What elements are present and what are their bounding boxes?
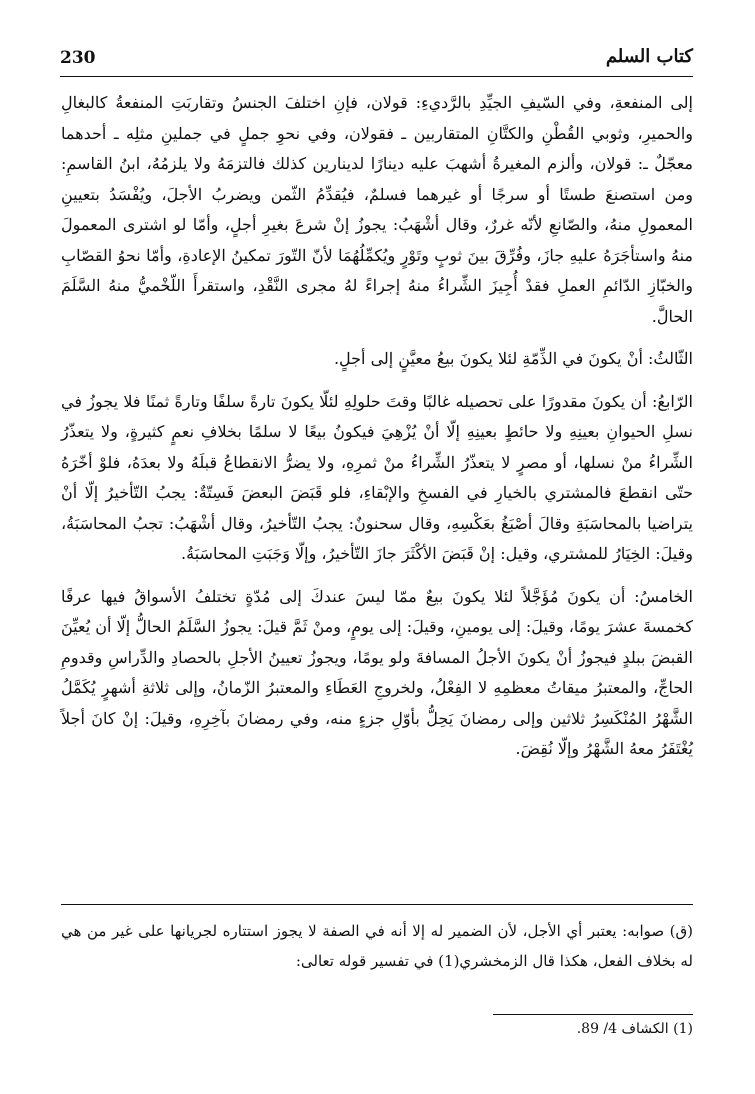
paragraph-fifth-condition: الخامسُ: أن يكونَ مُؤَجَّلاً لئلا يكونَ بيعٌ ممّا ليسَ عندكَ إلى مُدّةٍ تختلفُ الأسواقُ فيها عرفًا كخمسةَ عشرَ يومًا، وقيلَ: إلى يومينِ، وقيلَ: إلى يومٍ، ومنْ ثَمَّ قيلَ: يجوزُ السَّلَمُ الحالُّ إلّا أن يُعيِّنَ القبضَ ببلدٍ فيجوزُ أنْ يكونَ الأجلُ المسافةَ ولو يومًا، ويجوزُ تعيينُ الأجلِ بالحصادِ والدِّراسِ وقدومِ الحاجِّ، والمعتبرُ ميقاتُ معظمِهِ لا الفِعْلُ، ولخروجِ العَطَاءِ والمعتبرُ الزّمانُ، وإلى ثلاثةِ أشهرٍ يُكَمَّلُ الشَّهْرُ المُنْكَسِرُ ثلاثين وإلى رمضانَ يَحِلُّ بأوّلِ جزءٍ منه، وفي رمضانَ بآخِرِهِ، وقيلَ: إنْ كانَ أجلاً يُغْتَفَرُ معهُ الشَّهْرُ وإلّا نُقِضَ. xyxy=(61,586,693,758)
editor-note: (ق) صوابه: يعتبر أي الأجل، لأن الضمير له إلا أنه في الصفة لا يجوز استتاره لجريانها على غير من هي له بخلاف الفعل، هكذا قال الزمخشري(1) في تفسير قوله تعالى: xyxy=(61,922,693,970)
paragraph-continuation: إلى المنفعةِ، وفي السّيفِ الجيِّدِ بالرَّديءِ: قولان، فإنِ اختلفَ الجنسُ وتقاربَتِ المنفعةُ كالبغالِ والحميرِ، وثوبي القُطْنِ والكتَّانِ المتقاربين ـ فقولان، وفي نحوِ جملٍ في جملينِ مثلِه ـ أحدهما معجّلٌ ـ: قولان، وألزم المغيرةُ أشهبَ عليه دينارًا لدينارين كذلك فالتزمَهُ ولا يلزمُهُ، ابنُ القاسمِ: ومن استصنعَ طستًا أو سرجًا أو غيرهما فسلمٌ، فيُقدِّمُ الثّمن ويضربُ الأجلَ، ويُفْسَدُ بتعيينِ المعمولِ منهُ، والصّانعِ لأنّه غررٌ، وقال أشْهَبُ: يجوزُ إنْ شرعَ بغيرِ أجلٍ، وأمّا لو اشترى المعمولَ منهُ واستأجَرَهُ عليهِ جازَ، وفُرِّقَ بينَ ثوبٍ وتَوْرٍ ويُكمِّلُهُمَا لأنّ التّورَ تمكينُ الإعادةِ، وأمّا نحوُ القصّابِ والخبّازِ الدّائمِ العملِ فقدْ أُجِيزَ الشِّراءُ منهُ إجراءً لهُ مجرى النَّقْدِ، واستقرأَ اللّخْميُّ منهُ السَّلَمَ الحالَّ. xyxy=(61,93,694,326)
page-number: 230 xyxy=(60,48,96,68)
page-header xyxy=(60,46,693,77)
reference-footnote: (1) الكشاف 4/ 89. xyxy=(576,1021,693,1037)
paragraph-fourth-condition: الرّابعُ: أن يكونَ مقدورًا على تحصيله غالبًا وقتَ حلولِهِ لئلّا يكونَ تارةً سلفًا وتارةً ثمنًا فلا يجوزُ في نسلِ الحيوانِ بعينِهِ ولا حائطٍ بعينِهِ إلّا أنْ يُزْهِيَ فيكونُ بيعًا لا سلمًا بخلافِ نعمٍ كثيرةٍ، ولا يتعذّرُ الشِّراءُ منْ نسلها، أو مصرٍ لا يتعذّرُ الشِّراءُ منْ ثمرِهِ، ولا يضرُّ الانقطاعُ قبلَهُ ولا بعدَهُ، فلوْ أخّرَهُ حتّى انقطعَ فالمشتري بالخيارِ في الفسخِ والإبْقاءِ، فلو قَبَضَ البعضَ فَسِتّةٌ: يجبُ التّأخيرُ إلّا أنْ يتراضيا بالمحاسَبَةِ وقالَ أصْبَغُ بعَكْسِهِ، وقال سحنونٌ: يجبُ التّأخيرُ، وقال أشْهَبُ: تجبُ المحاسَبَةُ، وقيلَ: الخِيَارُ للمشتري، وقيل: إنْ قَبَضَ الأكْثَرَ جازَ التّأخيرُ، وإلّا وَجَبَتِ المحاسَبَةُ. xyxy=(61,391,693,563)
reference-divider xyxy=(493,1014,693,1015)
footnote-divider xyxy=(61,904,693,905)
main-text xyxy=(61,88,693,765)
paragraph-third-condition: الثّالثُ: أنْ يكونَ في الذِّمّةِ لئلا يكونَ بيعُ معيَّنٍ إلى أجلٍ. xyxy=(333,349,693,368)
running-title: كتاب السلم xyxy=(605,46,693,67)
